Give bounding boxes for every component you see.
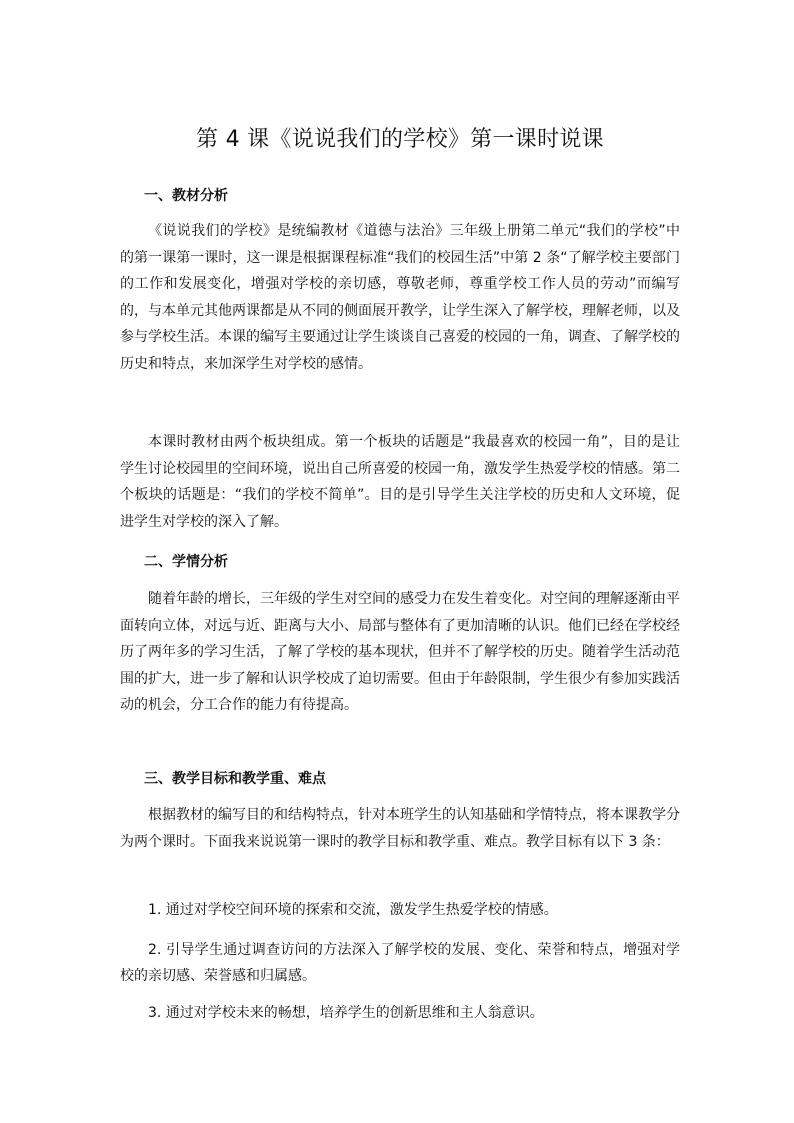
paragraph-student-analysis: 随着年龄的增长，三年级的学生对空间的感受力在发生着变化。对空间的理解逐渐由平面转向立体，对远与近、距离与大小、局部与整体有了更加清晰的认识。他们已经在学校经历了两年多的学习生活，了解了学校的基本现状，但并不了解学校的历史。随着学生活动范围的扩大，进一步了解和认识学校成了迫切需要。但由于年龄限制，学生很少有参加实践活动的机会，分工合作的能力有待提高。: [120, 591, 680, 714]
section-heading-teaching-goals: 三、教学目标和教学重、难点: [144, 771, 326, 787]
section-heading-student-analysis: 二、学情分析: [144, 554, 228, 570]
teaching-goal-2: 2. 引导学生通过调查访问的方法深入了解学校的发展、变化、荣誉和特点，增强对学校的亲切感、荣誉感和归属感。: [120, 942, 680, 984]
paragraph-textbook-analysis-1: 《说说我们的学校》是统编教材《道德与法治》三年级上册第二单元“我们的学校”中的第一课第一课时，这一课是根据课程标准“我们的校园生活”中第 2 条“了解学校主要部门的工作和发展变化，增强对学校的亲切感，尊敬老师，尊重学校工作人员的劳动”而编写的，与本单元其他两课都是从不同的侧面展开教学，让学生深入了解学校，理解老师，以及参与学校生活。本课的编写主要通过让学生谈谈自己喜爱的校园的一角，调查、了解学校的历史和特点，来加深学生对学校的感情。: [120, 223, 680, 372]
teaching-goal-1: 1. 通过对学校空间环境的探索和交流，激发学生热爱学校的情感。: [148, 902, 558, 918]
section-heading-textbook-analysis: 一、教材分析: [144, 188, 228, 204]
document-title: 第 4 课《说说我们的学校》第一课时说课: [196, 127, 604, 152]
paragraph-teaching-goals: 根据教材的编写目的和结构特点，针对本班学生的认知基础和学情特点，将本课教学分为两个课时。下面我来说说第一课时的教学目标和教学重、难点。教学目标有以下 3 条：: [120, 807, 680, 850]
teaching-goal-3: 3. 通过对学校未来的畅想，培养学生的创新思维和主人翁意识。: [148, 1005, 544, 1021]
paragraph-textbook-analysis-2: 本课时教材由两个板块组成。第一个板块的话题是“我最喜欢的校园一角”，目的是让学生讨论校园里的空间环境，说出自己所喜爱的校园一角，激发学生热爱学校的情感。第二个板块的话题是：“我们的学校不简单”。目的是引导学生关注学校的历史和人文环境，促进学生对学校的深入了解。: [120, 434, 680, 530]
